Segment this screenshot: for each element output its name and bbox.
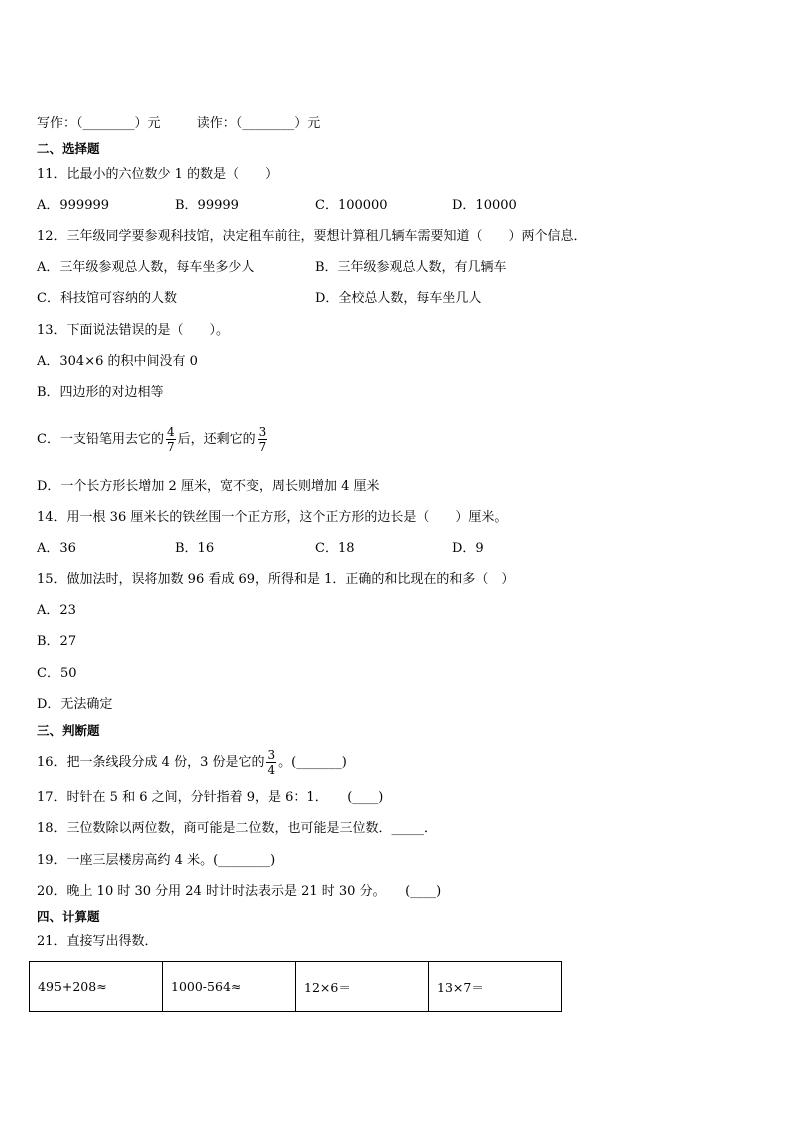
q13-option-c-mid: 后，还剩它的 [177, 432, 256, 447]
q13-option-b: B．四边形的对边相等 [37, 385, 164, 400]
q14-option-a: A．36 [37, 541, 76, 556]
question-18: 18．三位数除以两位数，商可能是二位数，也可能是三位数．_____． [37, 821, 438, 836]
section-heading-calc: 四、计算题 [37, 909, 100, 924]
q12-option-c: C．科技馆可容纳的人数 [37, 291, 177, 306]
question-19: 19．一座三层楼房高约 4 米。(________) [37, 853, 276, 868]
calc-cell-4: 13×7＝ [429, 962, 562, 1012]
q12-option-a: A．三年级参观总人数，每车坐多少人 [37, 260, 255, 275]
q15-option-c: C．50 [37, 666, 77, 681]
q15-option-d: D．无法确定 [37, 697, 113, 712]
question-15: 15．做加法时，误将加数 96 看成 69，所得和是 1．正确的和比现在的和多（ ） [37, 572, 515, 587]
calc-cell-3: 12×6＝ [296, 962, 429, 1012]
section-heading-judge: 三、判断题 [37, 723, 100, 738]
q11-option-a: A．999999 [37, 198, 110, 213]
q16-pre: 16．把一条线段分成 4 份，3 份是它的 [37, 755, 265, 770]
calc-cell-2: 1000-564≈ [163, 962, 296, 1012]
q14-option-d: D．9 [452, 541, 484, 556]
calc-cell-1: 495+208≈ [30, 962, 163, 1012]
q15-option-b: B．27 [37, 634, 77, 649]
q13-option-d: D．一个长方形长增加 2 厘米，宽不变，周长则增加 4 厘米 [37, 479, 380, 494]
write-read-line [37, 115, 320, 133]
q14-option-b: B．16 [175, 541, 215, 556]
calculation-table [29, 961, 562, 1012]
question-20: 20．晚上 10 时 30 分用 24 时计时法表示是 21 时 30 分。 (____) [37, 884, 442, 899]
fraction-four-sevenths: $\frac{4}{7}$ [166, 425, 175, 454]
question-13: 13．下面说法错误的是（ ）。 [37, 323, 230, 338]
section-heading-choice: 二、选择题 [37, 141, 100, 156]
q12-option-b: B．三年级参观总人数，有几辆车 [315, 260, 507, 275]
read-label: 读作：（________）元 [196, 116, 321, 131]
q11-option-b: B．99999 [175, 198, 239, 213]
question-17: 17．时针在 5 和 6 之间，分针指着 9，是 6：1． (____) [37, 790, 384, 805]
q11-option-c: C．100000 [315, 198, 388, 213]
question-21: 21．直接写出得数． [37, 934, 158, 949]
q16-post: 。(_______) [278, 755, 347, 770]
table-row [30, 962, 562, 1012]
fraction-three-quarters: $\frac{3}{4}$ [267, 748, 276, 777]
question-16 [37, 743, 347, 783]
fraction-three-sevenths: $\frac{3}{7}$ [258, 425, 267, 454]
q13-option-c-pre: C．一支铅笔用去它的 [37, 432, 164, 447]
question-14: 14．用一根 36 厘米长的铁丝围一个正方形，这个正方形的边长是（ ）厘米。 [37, 510, 508, 525]
q12-option-d: D．全校总人数，每车坐几人 [315, 291, 482, 306]
q15-option-a: A．23 [37, 603, 76, 618]
q11-option-d: D．10000 [452, 198, 517, 213]
question-11: 11．比最小的六位数少 1 的数是（ ） [37, 167, 279, 182]
question-12: 12．三年级同学要参观科技馆，决定租车前往，要想计算租几辆车需要知道（ ）两个信息． [37, 229, 587, 244]
write-label: 写作：（________）元 [37, 116, 161, 131]
q14-option-c: C．18 [315, 541, 355, 556]
q13-option-a: A．304×6 的积中间没有 0 [37, 354, 198, 369]
q13-option-c [37, 420, 269, 460]
